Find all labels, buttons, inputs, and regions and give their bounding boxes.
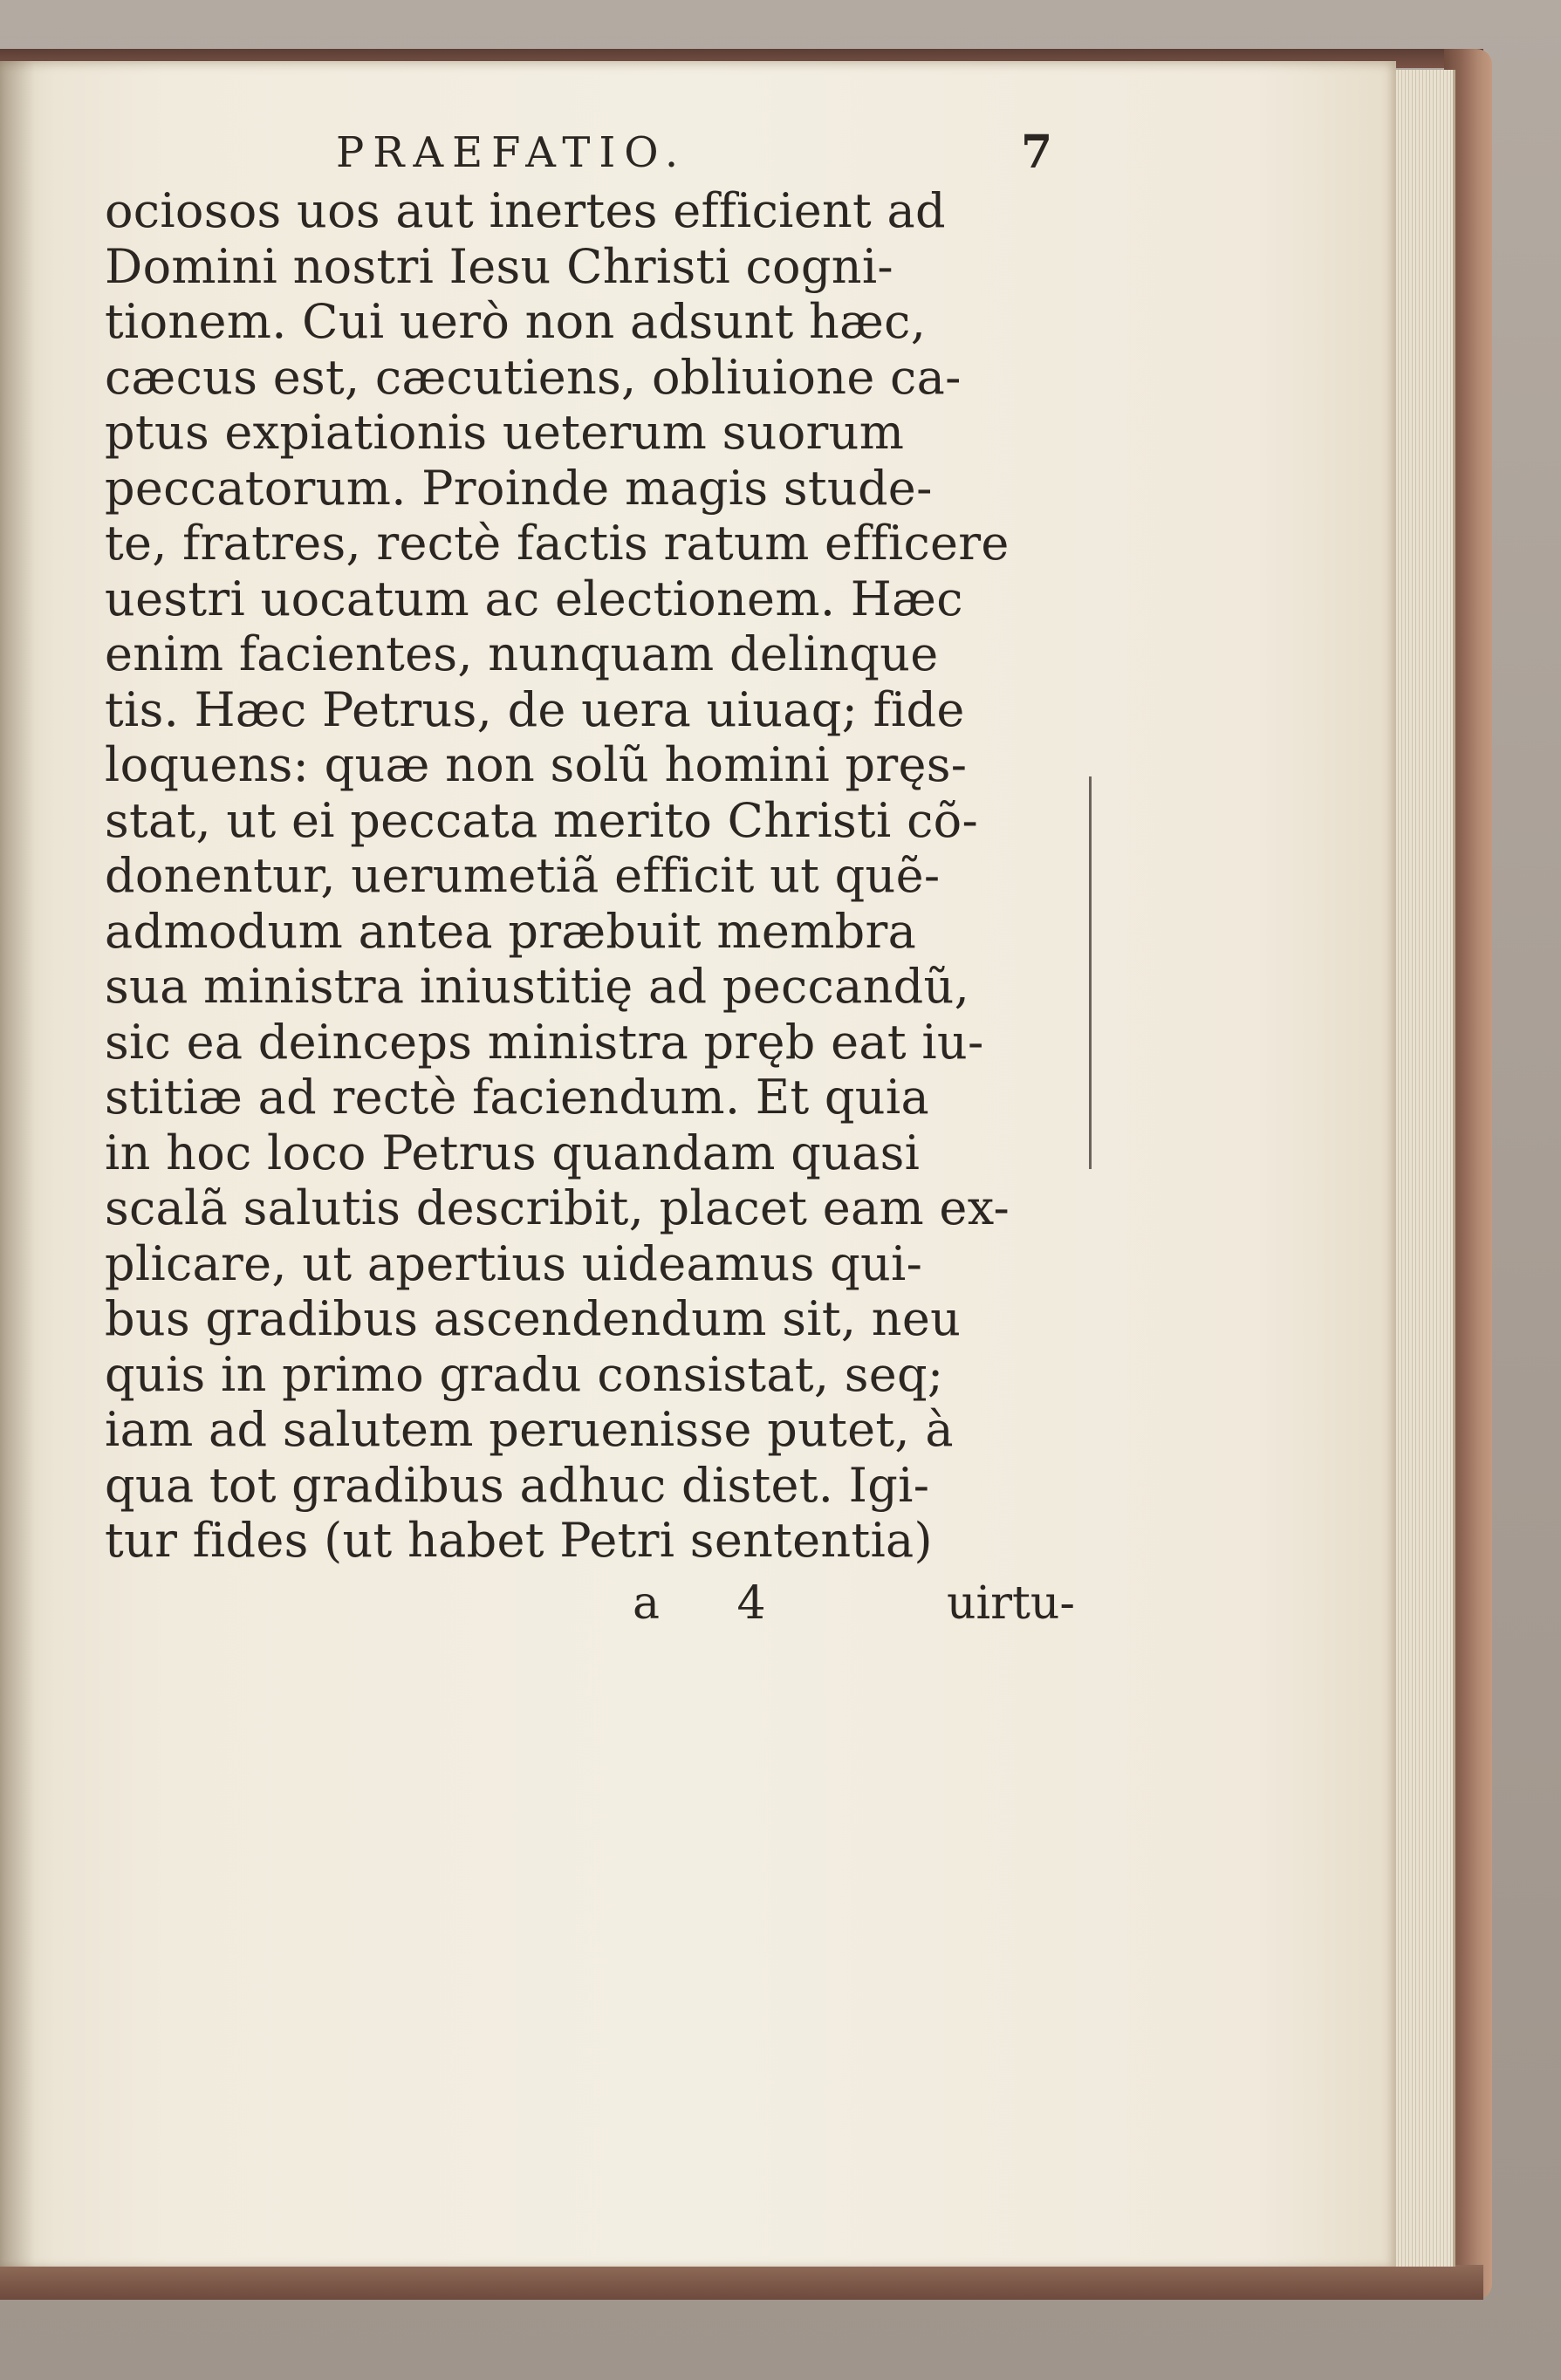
signature-mark: a 4 xyxy=(633,1576,798,1630)
text-line: bus gradibus ascendendum sit, neu xyxy=(105,1291,962,1346)
text-line: loquens: quæ non solũ homini pręs- xyxy=(105,737,968,792)
body-text xyxy=(105,183,1099,1569)
catchline xyxy=(105,1569,1099,1638)
text-line: sua ministra iniustitię ad peccandũ, xyxy=(105,959,970,1014)
text-line: te, fratres, rectè factis ratum efficere xyxy=(105,516,1010,571)
text-line: tionem. Cui uerò non adsunt hæc, xyxy=(105,294,927,349)
text-line: enim facientes, nunquam delinque xyxy=(105,626,939,681)
text-line: iam ad salutem peruenisse putet, à xyxy=(105,1402,954,1457)
text-line: in hoc loco Petrus quandam quasi xyxy=(105,1125,921,1180)
text-line: tur fides (ut habet Petri sententia) xyxy=(105,1513,933,1568)
text-line: qua tot gradibus adhuc distet. Igi- xyxy=(105,1457,930,1513)
text-line: ptus expiationis ueterum suorum xyxy=(105,405,905,460)
book-cover-bottom-edge xyxy=(0,2265,1483,2300)
text-line: admodum antea præbuit membra xyxy=(105,903,917,959)
text-line: Domini nostri Iesu Christi cogni- xyxy=(105,238,893,294)
text-line: uestri uocatum ac electionem. Hæc xyxy=(105,571,963,626)
catchword: uirtu- xyxy=(947,1576,1075,1630)
text-block xyxy=(105,122,1099,1638)
text-line: peccatorum. Proinde magis stude- xyxy=(105,460,933,516)
text-line: stat, ut ei peccata merito Christi cõ- xyxy=(105,792,978,848)
text-line: quis in primo gradu consistat, seq; xyxy=(105,1346,944,1402)
text-line: scalã salutis describit, placet eam ex- xyxy=(105,1180,1010,1235)
page-block-edges xyxy=(1392,70,1455,2267)
text-line: cæcus est, cæcutiens, obliuione ca- xyxy=(105,349,962,405)
margin-marking-line xyxy=(1089,776,1092,1169)
text-line: donentur, uerumetiã efficit ut quẽ- xyxy=(105,848,941,903)
text-line: tis. Hæc Petrus, de uera uiuaq; fide xyxy=(105,681,965,737)
page-number: 7 xyxy=(1021,126,1053,179)
text-line: ociosos uos aut inertes efficient ad xyxy=(105,183,946,238)
gutter-shadow xyxy=(0,61,35,2267)
text-line: sic ea deinceps ministra pręb eat iu- xyxy=(105,1014,984,1070)
text-line: stitiæ ad rectè faciendum. Et quia xyxy=(105,1070,929,1125)
running-title: PRAEFATIO. xyxy=(336,128,688,177)
text-line: plicare, ut apertius uideamus qui- xyxy=(105,1235,923,1291)
running-head xyxy=(105,122,1099,183)
